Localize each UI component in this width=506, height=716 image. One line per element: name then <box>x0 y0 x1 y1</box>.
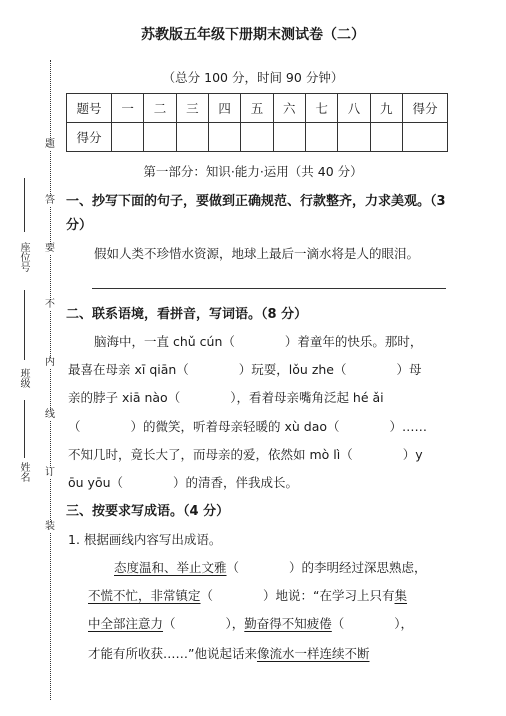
underlined-phrase: 中全部注意力 <box>88 616 164 631</box>
seat-number-label: 座位号 <box>18 242 29 272</box>
score-table-score-row <box>67 123 448 152</box>
binding-char: 不 <box>45 299 55 310</box>
q1-writing-line[interactable] <box>92 288 446 289</box>
class-label: 班级 <box>18 368 29 388</box>
underlined-phrase: 集 <box>394 588 408 603</box>
score-row-label: 得分 <box>67 123 112 152</box>
score-cell[interactable] <box>241 123 273 152</box>
q3-heading: 三、按要求写成语。（4 分） <box>66 504 230 519</box>
score-header-cell: 一 <box>112 94 144 123</box>
score-cell[interactable] <box>305 123 337 152</box>
q3-line <box>88 614 413 632</box>
binding-char: 要 <box>45 243 55 254</box>
q3-line <box>88 586 407 604</box>
binding-dotted-line <box>50 60 51 700</box>
binding-char: 装 <box>45 521 55 532</box>
score-header-cell: 六 <box>273 94 305 123</box>
q2-heading: 二、联系语境，看拼音，写词语。（8 分） <box>66 307 308 322</box>
q1-heading: 一、抄写下面的句子，要做到正确规范、行款整齐，力求美观。（3 <box>66 194 446 209</box>
q3-sub1: 1. 根据画线内容写出成语。 <box>68 532 222 547</box>
score-cell[interactable] <box>176 123 208 152</box>
q2-line: 不知几时，竟长大了，而母亲的爱，依然如 mò lì（ ）y <box>68 447 423 462</box>
q2-line: ōu yōu（ ）的清香，伴我成长。 <box>68 475 299 490</box>
exam-title: 苏教版五年级下册期末测试卷（二） <box>141 27 365 43</box>
score-header-cell: 得分 <box>403 94 448 123</box>
q3-text: （ ）的李明经过深思熟虑， <box>226 560 427 575</box>
name-line <box>24 400 25 458</box>
q3-line <box>88 644 370 662</box>
q3-text: （ ）， <box>331 616 414 631</box>
exam-subtitle: （总分 100 分，时间 90 分钟） <box>162 70 344 85</box>
seat-number-line <box>24 178 25 232</box>
score-header-cell: 题号 <box>67 94 112 123</box>
score-header-cell: 四 <box>208 94 240 123</box>
score-cell[interactable] <box>273 123 305 152</box>
score-table <box>66 93 448 152</box>
binding-char: 题 <box>45 139 55 150</box>
score-cell[interactable] <box>370 123 402 152</box>
q1-heading-cont: 分） <box>66 218 93 233</box>
score-header-cell: 七 <box>305 94 337 123</box>
q3-text: 才能有所收获……”他说起话来 <box>88 646 257 661</box>
score-table-header-row <box>67 94 448 123</box>
binding-char: 订 <box>45 467 55 478</box>
score-cell[interactable] <box>338 123 370 152</box>
score-cell[interactable] <box>112 123 144 152</box>
score-header-cell: 三 <box>176 94 208 123</box>
class-line <box>24 290 25 360</box>
q3-line <box>114 558 427 576</box>
q3-text: （ ）， <box>163 616 245 631</box>
binding-char: 内 <box>45 357 55 368</box>
q2-line: 脑海中，一直 chǔ cún（ ）着童年的快乐。那时， <box>94 334 423 349</box>
name-label: 姓名 <box>18 462 29 482</box>
part1-title: 第一部分：知识·能力·运用（共 40 分） <box>143 164 363 179</box>
underlined-phrase: 勤奋得不知疲倦 <box>244 616 332 631</box>
q1-sentence: 假如人类不珍惜水资源，地球上最后一滴水将是人的眼泪。 <box>94 246 420 261</box>
q2-line: 最喜在母亲 xī qiān（ ）玩耍，lǒu zhe（ ）母 <box>68 362 422 377</box>
binding-char: 答 <box>45 195 55 206</box>
score-header-cell: 九 <box>370 94 402 123</box>
score-header-cell: 二 <box>144 94 176 123</box>
q3-text: （ ）地说：“在学习上只有 <box>200 588 395 603</box>
underlined-phrase: 像流水一样连续不断 <box>256 646 370 661</box>
score-header-cell: 五 <box>241 94 273 123</box>
underlined-phrase: 态度温和、举止文雅 <box>114 560 227 575</box>
score-header-cell: 八 <box>338 94 370 123</box>
q2-line: 亲的脖子 xiā nào（ ），看着母亲嘴角泛起 hé ǎi <box>68 390 384 405</box>
score-cell[interactable] <box>208 123 240 152</box>
underlined-phrase: 不慌不忙，非常镇定 <box>88 588 201 603</box>
binding-char: 线 <box>45 409 55 420</box>
score-cell[interactable] <box>403 123 448 152</box>
score-cell[interactable] <box>144 123 176 152</box>
q2-line: （ ）的微笑，听着母亲轻暖的 xù dao（ ）…… <box>68 419 428 434</box>
